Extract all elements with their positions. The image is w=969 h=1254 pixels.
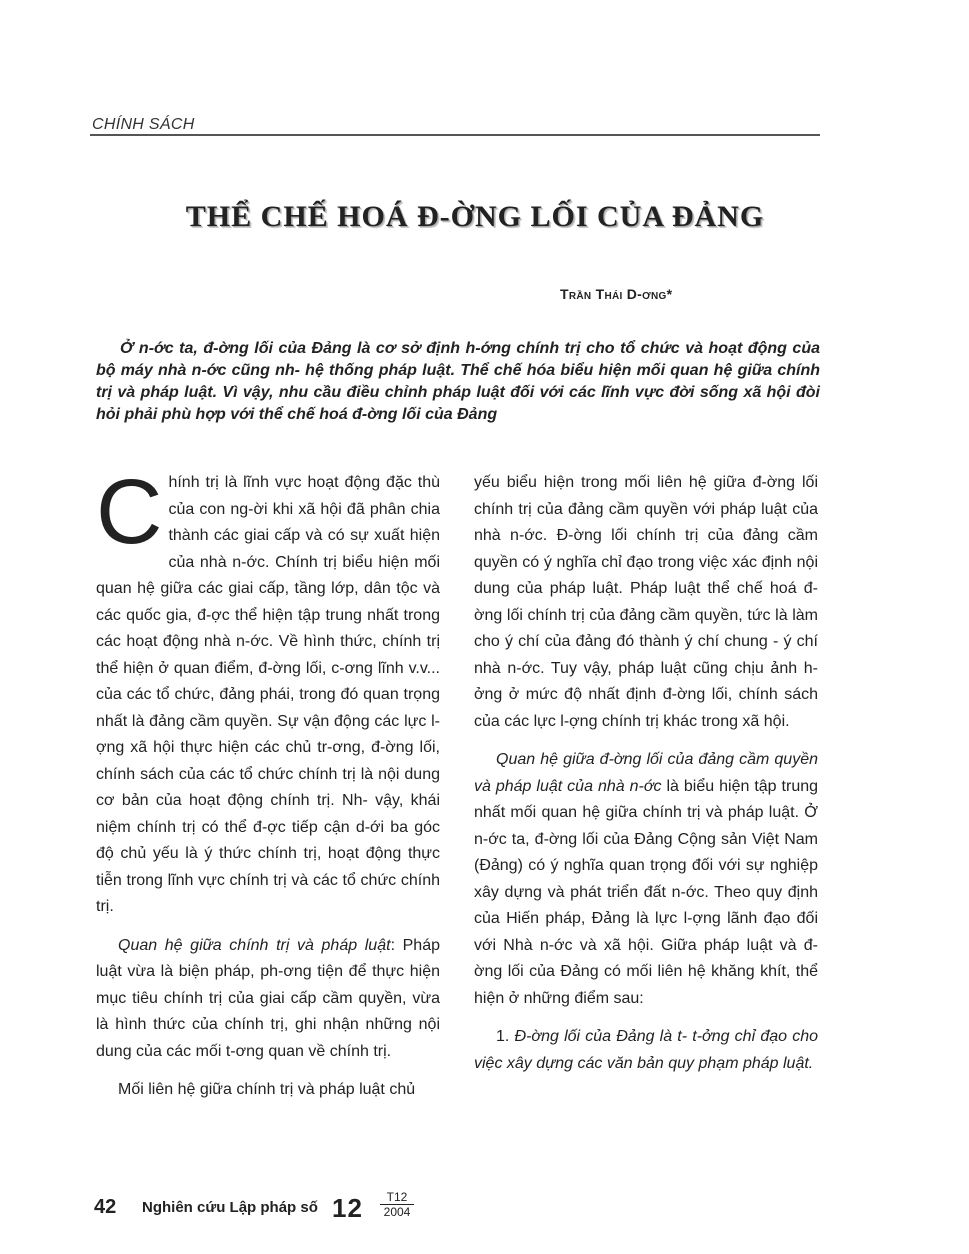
paragraph-text: là biểu hiện tập trung nhất mối quan hệ giữa chính trị và pháp luật. Ở n-ớc ta, đ-ờng lối của Đảng Cộng sản Việt Nam (Đảng) có ý nghĩa quan trọng đối với sự nghiệp xây dựng và phát triển đất n-ớc. Theo quy định của Hiến pháp, Đảng là lực l-ợng lãnh đạo đối với Nhà n-ớc và xã hội. Giữa pháp luật và đ-ờng lối của Đảng có mối liên hệ khăng khít, thể hiện ở những điểm sau: (474, 777, 819, 1007)
paragraph (96, 933, 440, 1066)
article-abstract: Ở n-ớc ta, đ-ờng lối của Đảng là cơ sở định h-ớng chính trị cho tổ chức và hoạt động của bộ máy nhà n-ớc cũng nh- hệ thống pháp luật. Thể chế hóa biểu hiện mối quan hệ giữa chính trị và pháp luật. Vì vậy, nhu cầu điều chỉnh pháp luật đối với các lĩnh vực đời sống xã hội đòi hỏi phải phù hợp với thể chế hoá đ-ờng lối của Đảng (96, 340, 820, 423)
paragraph (474, 470, 818, 735)
right-column (474, 470, 818, 1089)
issue-year: 2004 (383, 1205, 411, 1219)
paragraph-text: hính trị là lĩnh vực hoạt động đặc thù của con ng-ời khi xã hội đã phân chia thành các giai cấp và có sự xuất hiện của nhà n-ớc. Chính trị biểu hiện mối quan hệ giữa các giai cấp, tầng lớp, dân tộc và các quốc gia, đ-ợc thể hiện tập trung nhất trong các hoạt động nhà n-ớc. Về hình thức, chính trị thể hiện ở quan điểm, đ-ờng lối, c-ơng lĩnh v.v... của các tổ chức, đảng phái, trong đó quan trọng nhất là đảng cầm quyền. Sự vận động các lực l-ợng xã hội thực hiện các chủ tr-ơng, đ-ờng lối, chính sách của các tổ chức chính trị là nội dung cơ bản của hoạt động chính trị. Nh- vậy, khái niệm chính trị có thể đ-ợc tiếp cận d-ới ba góc độ chủ yếu là ý thức chính trị, hoạt động thực tiễn trong lĩnh vực chính trị và các tổ chức chính trị. (96, 474, 440, 915)
paragraph (474, 747, 818, 1012)
issue-month: T12 (380, 1190, 414, 1205)
issue-date (380, 1190, 414, 1219)
section-label: CHÍNH SÁCH (92, 116, 195, 133)
paragraph (96, 461, 440, 921)
section-divider (90, 134, 820, 136)
left-column (96, 461, 440, 1116)
paragraph-heading-italic: Quan hệ giữa chính trị và pháp luật (118, 936, 391, 954)
paragraph-text: yếu biểu hiện trong mối liên hệ giữa đ-ờng lối chính trị của đảng cầm quyền với pháp luật của nhà n-ớc. Đ-ờng lối chính trị của đảng cầm quyền có ý nghĩa chỉ đạo trong việc xác định nội dung của pháp luật. Pháp luật thể chế hoá đ-ờng lối chính trị của đảng cầm quyền, tức là làm cho ý chí của đảng đó thành ý chí chung - ý chí nhà n-ớc. Tuy vậy, pháp luật cũng chịu ảnh h-ởng ở mức độ nhất định đ-ờng lối, chính sách của các lực l-ợng chính trị khác trong xã hội. (474, 474, 818, 730)
issue-number: 12 (332, 1193, 363, 1223)
paragraph-text: Mối liên hệ giữa chính trị và pháp luật chủ (118, 1081, 416, 1098)
paragraph-heading-italic: Quan hệ giữa đ-ờng lối của đảng cầm quyền và pháp luật của nhà n-ớc (474, 751, 818, 795)
paragraph-text: : Pháp luật vừa là biện pháp, ph-ơng tiện để thực hiện mục tiêu chính trị của giai cấp cầm quyền, vừa là hình thức của chính trị, ghi nhận những nội dung của các mối t-ơng quan về chính trị. (96, 936, 440, 1060)
page-number: 42 (94, 1196, 117, 1218)
list-number: 1. (496, 1028, 515, 1045)
article-title: THỂ CHẾ HOÁ Đ-ỜNG LỐI CỦA ĐẢNG (185, 200, 765, 233)
paragraph (474, 1024, 818, 1077)
journal-name: Nghiên cứu Lập pháp số (142, 1199, 318, 1216)
paragraph (96, 1077, 440, 1104)
paragraph-text-italic: Đ-ờng lối của Đảng là t- t-ởng chỉ đạo cho việc xây dựng các văn bản quy phạm pháp luật. (474, 1028, 818, 1072)
drop-cap: C (96, 461, 163, 563)
article-author: Trần Thái D-ơng* (560, 286, 673, 302)
